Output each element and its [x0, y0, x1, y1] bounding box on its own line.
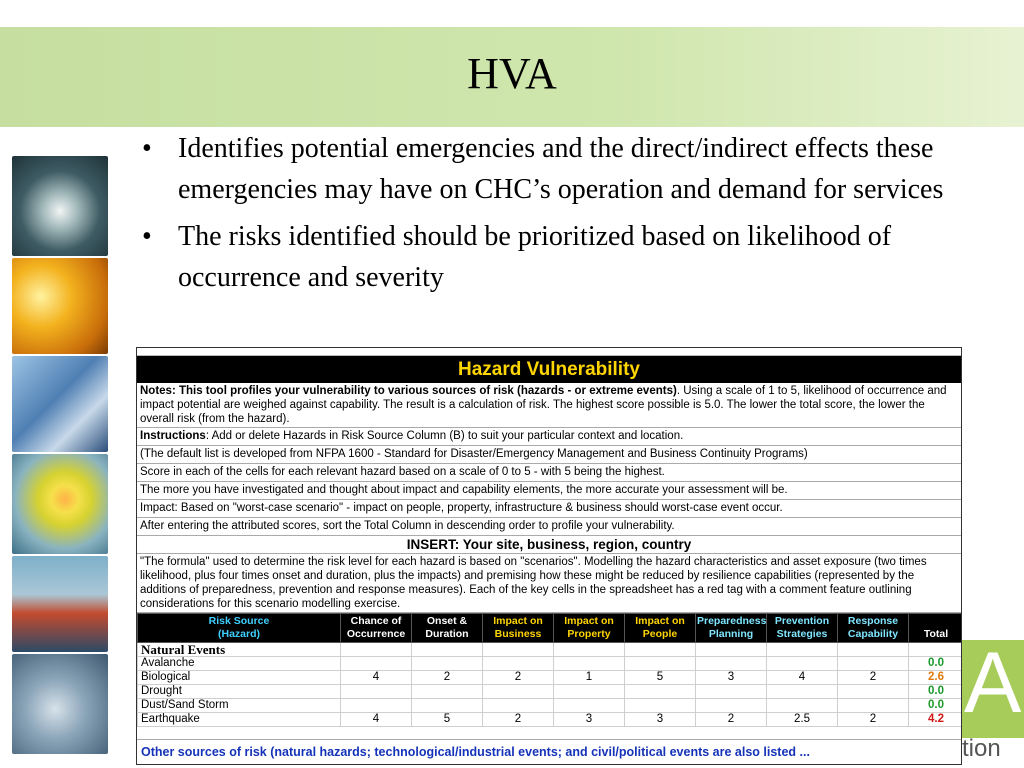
score-cell[interactable]: [625, 685, 696, 699]
logo-letter: A: [964, 635, 1022, 731]
score-cell[interactable]: [767, 699, 838, 713]
instruction-line: (The default list is developed from NFPA 1600 - Standard for Disaster/Emergency Management and Business Continuity Programs): [137, 446, 961, 464]
table-row: [138, 671, 963, 685]
score-cell[interactable]: [696, 657, 767, 671]
table-row: [138, 685, 963, 699]
radiation-photo: [12, 454, 108, 554]
column-header: Risk Source (Hazard): [138, 614, 341, 643]
hazard-name-cell[interactable]: Dust/Sand Storm: [138, 699, 341, 713]
score-cell[interactable]: [625, 657, 696, 671]
score-cell[interactable]: 2: [483, 671, 554, 685]
score-cell[interactable]: 5: [625, 671, 696, 685]
table-row: [138, 699, 963, 713]
logo-text-fragment: tion: [962, 735, 1001, 762]
formula-block: "The formula" used to determine the risk level for each hazard is based on "scenarios". Modelling the hazard characteristics and asset exposure (two times likelihood, plus four times onset and duration, plus the impacts) and premising how these might be reduced by resilience capabilities (represented by the additions of preparedness, prevention and response measures). Each of the key cells in the spreadsheet has a red tag with a comment feature outlining considerations for this scenario modelling exercise.: [137, 554, 961, 613]
score-cell[interactable]: [838, 685, 909, 699]
hurricane-photo: [12, 156, 108, 256]
table-row: [138, 657, 963, 671]
instructions-row: [137, 428, 961, 446]
score-cell[interactable]: [483, 685, 554, 699]
hazard-vulnerability-spreadsheet: [136, 347, 962, 765]
score-cell[interactable]: [341, 657, 412, 671]
biohazard-photo: [12, 654, 108, 754]
score-cell[interactable]: [554, 699, 625, 713]
score-cell[interactable]: 2.5: [767, 713, 838, 727]
column-header: Preparedness Planning: [696, 614, 767, 643]
column-header: Impact on Property: [554, 614, 625, 643]
score-cell[interactable]: [483, 699, 554, 713]
score-cell[interactable]: [696, 685, 767, 699]
column-header: Total: [909, 614, 963, 643]
score-cell[interactable]: 4: [341, 671, 412, 685]
score-cell[interactable]: [554, 685, 625, 699]
score-cell[interactable]: 2: [696, 713, 767, 727]
score-cell[interactable]: [767, 685, 838, 699]
score-cell[interactable]: 2: [483, 713, 554, 727]
slide-title: HVA: [467, 49, 557, 98]
score-cell[interactable]: 2: [838, 713, 909, 727]
column-header: Impact on People: [625, 614, 696, 643]
notes-label: Notes: This tool profiles your vulnerability to various sources of risk (hazards - or extreme events): [140, 385, 677, 397]
score-cell[interactable]: [412, 699, 483, 713]
hazard-table: [137, 613, 962, 727]
instructions-label: Instructions: [140, 430, 206, 442]
bullet-list: [140, 128, 970, 304]
score-cell[interactable]: 4: [767, 671, 838, 685]
bullet-item: [140, 216, 970, 298]
bullet-text: Identifies potential emergencies and the direct/indirect effects these emergencies may have on CHC’s operation and demand for services: [178, 133, 944, 205]
score-cell[interactable]: [767, 657, 838, 671]
score-cell[interactable]: 2: [838, 671, 909, 685]
bullet-text: The risks identified should be prioritized based on likelihood of occurrence and severity: [178, 221, 892, 293]
instruction-line: After entering the attributed scores, sort the Total Column in descending order to profile your vulnerability.: [137, 518, 961, 536]
column-header: Chance of Occurrence: [341, 614, 412, 643]
score-cell[interactable]: 2: [412, 671, 483, 685]
hazard-name-cell[interactable]: Biological: [138, 671, 341, 685]
fire-photo: [12, 258, 108, 354]
bullet-item: [140, 128, 970, 210]
table-row: [138, 713, 963, 727]
bullet-dot-icon: •: [142, 133, 152, 164]
score-cell[interactable]: 4: [341, 713, 412, 727]
score-cell[interactable]: [341, 685, 412, 699]
score-cell[interactable]: [838, 699, 909, 713]
instructions-text: : Add or delete Hazards in Risk Source Column (B) to suit your particular context and location.: [205, 430, 684, 442]
score-cell[interactable]: [412, 685, 483, 699]
column-header: Response Capability: [838, 614, 909, 643]
other-sources-note: Other sources of risk (natural hazards; technological/industrial events; and civil/political events are also listed ...: [137, 739, 962, 764]
category-row: [138, 643, 963, 657]
hazard-name-cell[interactable]: Drought: [138, 685, 341, 699]
flood-photo: [12, 356, 108, 452]
score-cell[interactable]: [554, 657, 625, 671]
total-cell: 0.0: [909, 657, 963, 671]
score-cell[interactable]: 1: [554, 671, 625, 685]
bullet-dot-icon: •: [142, 221, 152, 252]
score-cell[interactable]: [412, 657, 483, 671]
industrial-photo: [12, 556, 108, 652]
photo-strip: [12, 156, 108, 756]
score-cell[interactable]: 3: [696, 671, 767, 685]
score-cell[interactable]: 3: [625, 713, 696, 727]
score-cell[interactable]: 5: [412, 713, 483, 727]
score-cell[interactable]: [341, 699, 412, 713]
score-cell[interactable]: [696, 699, 767, 713]
column-header: Impact on Business: [483, 614, 554, 643]
hazard-name-cell[interactable]: Avalanche: [138, 657, 341, 671]
column-header: Prevention Strategies: [767, 614, 838, 643]
column-header: Onset & Duration: [412, 614, 483, 643]
notes-text: . Using a scale of 1 to 5, likelihood of occurrence and impact potential are weighed against capability. The result is a calculation of risk. The highest score possible is 5.0. The lower the total score, the lower the overall risk (from the hazard).: [140, 385, 947, 425]
score-cell[interactable]: [483, 657, 554, 671]
instruction-line: The more you have investigated and thought about impact and capability elements, the more accurate your assessment will be.: [137, 482, 961, 500]
total-cell: 0.0: [909, 699, 963, 713]
hazard-name-cell[interactable]: Earthquake: [138, 713, 341, 727]
spreadsheet-top-row: [137, 348, 961, 356]
score-cell[interactable]: [625, 699, 696, 713]
total-cell: 4.2: [909, 713, 963, 727]
total-cell: 2.6: [909, 671, 963, 685]
notes-block: [137, 383, 961, 428]
instruction-line: Score in each of the cells for each relevant hazard based on a scale of 0 to 5 - with 5 being the highest.: [137, 464, 961, 482]
category-label: Natural Events: [138, 643, 341, 657]
table-header-row: [138, 614, 963, 643]
spreadsheet-title: Hazard Vulnerability: [137, 356, 961, 383]
score-cell[interactable]: [838, 657, 909, 671]
insert-site-row: INSERT: Your site, business, region, country: [137, 536, 961, 554]
instruction-line: Impact: Based on "worst-case scenario" - impact on people, property, infrastructure & business should worst-case event occur.: [137, 500, 961, 518]
score-cell[interactable]: 3: [554, 713, 625, 727]
total-cell: 0.0: [909, 685, 963, 699]
